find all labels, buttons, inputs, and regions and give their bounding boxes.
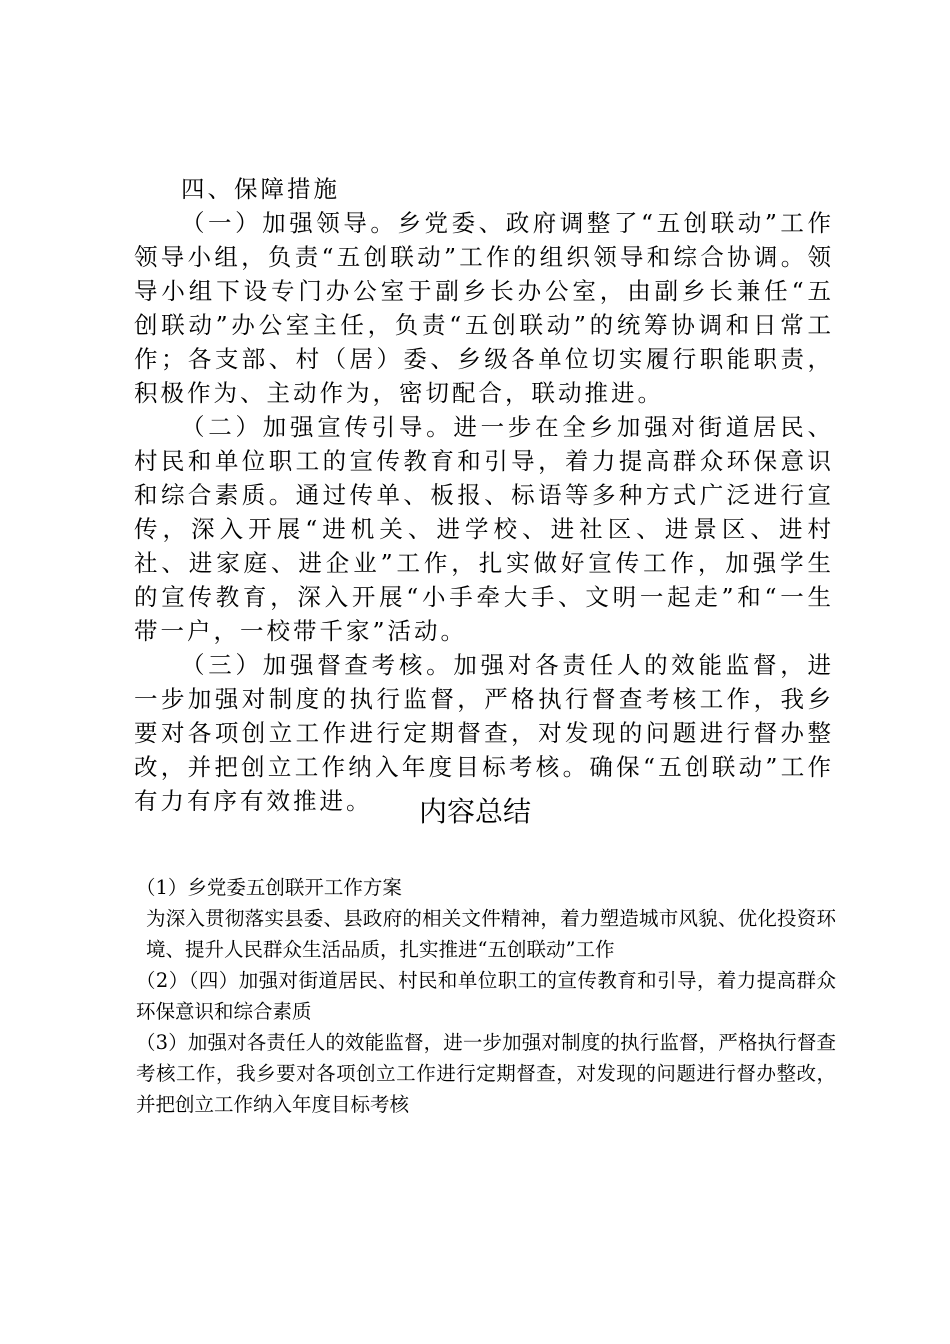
summary-item: （1）乡党委五创联开工作方案 (136, 876, 402, 899)
summary-list (136, 872, 836, 1120)
summary-item: 为深入贯彻落实县委、县政府的相关文件精神，着力塑造城市风貌、优化投资环境、提升人民群众生活品质，扎实推进“五创联动”工作 (146, 907, 836, 961)
summary-title: 内容总结 (418, 795, 531, 828)
paragraph-publicity: （二）加强宣传引导。进一步在全乡加强对街道居民、村民和单位职工的宣传教育和引导，着力提高群众环保意识和综合素质。通过传单、板报、标语等多种方式广泛进行宣传，深入开展“进机关、进学校、进社区、进景区、进村社、进家庭、进企业”工作，扎实做好宣传工作，加强学生的宣传教育，深入开展“小手牵大手、文明一起走”和“一生带一户，一校带千家”活动。 (134, 413, 834, 645)
section-heading: 四、保障措施 (181, 175, 340, 203)
summary-item: （3）加强对各责任人的效能监督，进一步加强对制度的执行监督，严格执行督查考核工作，我乡要对各项创立工作进行定期督查，对发现的问题进行督办整改，并把创立工作纳入年度目标考核 (136, 1031, 836, 1116)
paragraph-leadership: （一）加强领导。乡党委、政府调整了“五创联动”工作领导小组，负责“五创联动”工作的组织领导和综合协调。领导小组下设专门办公室于副乡长办公室，由副乡长兼任“五创联动”办公室主任，负责“五创联动”的统筹协调和日常工作；各支部、村（居）委、乡级各单位切实履行职能职责，积极作为、主动作为，密切配合，联动推进。 (134, 209, 834, 407)
paragraph-inspection: （三）加强督查考核。加强对各责任人的效能监督，进一步加强对制度的执行监督，严格执行督查考核工作，我乡要对各项创立工作进行定期督查，对发现的问题进行督办整改，并把创立工作纳入年度目标考核。确保“五创联动”工作有力有序有效推进。 (134, 651, 834, 815)
main-body (134, 172, 834, 818)
summary-item: （2）（四）加强对街道居民、村民和单位职工的宣传教育和引导，着力提高群众环保意识和综合素质 (136, 969, 836, 1023)
